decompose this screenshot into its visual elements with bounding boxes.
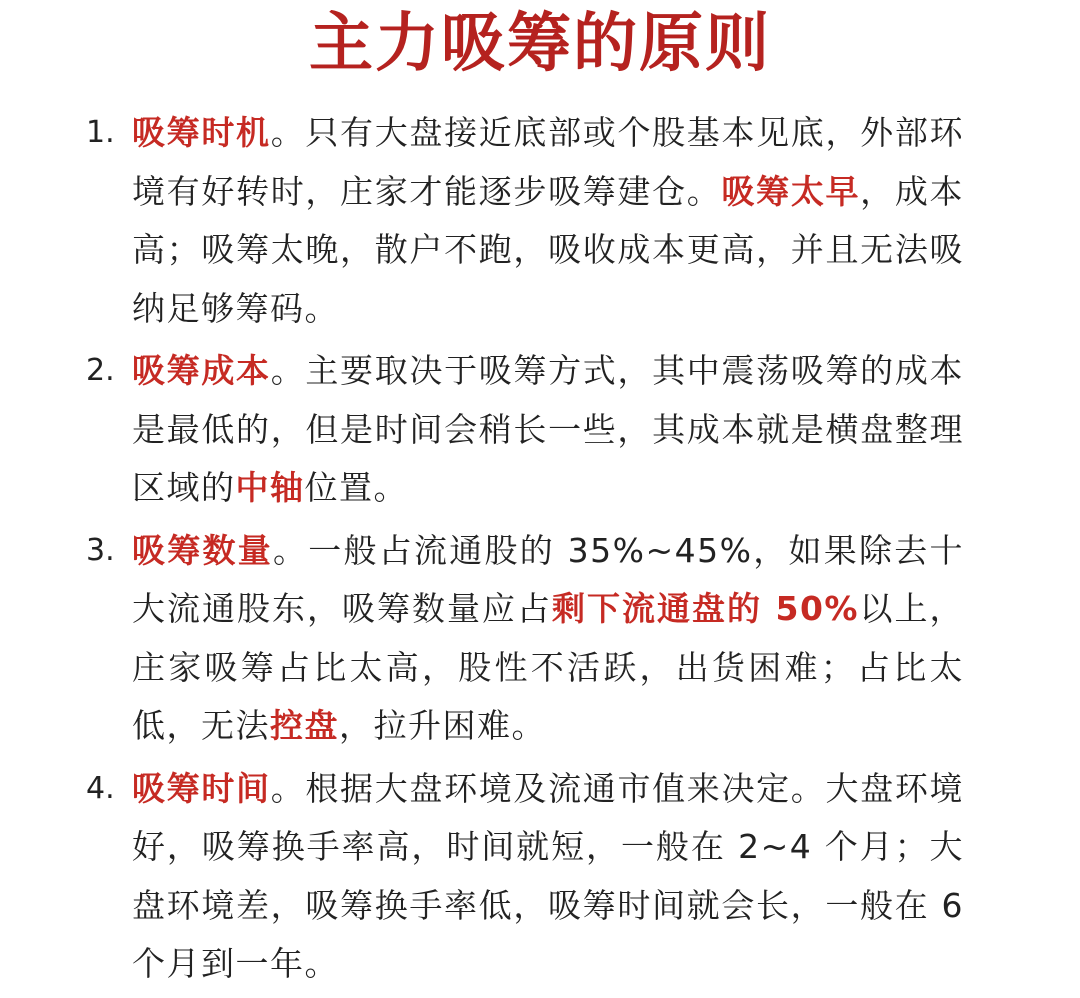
item-number: 2.: [86, 353, 115, 388]
highlight-term: 吸筹成本: [132, 351, 271, 390]
body-text: ，成本高；吸筹太晚，散户不跑，吸收成本更高，并且无法吸纳足够筹码。: [132, 171, 965, 328]
page-title: 主力吸筹的原则: [309, 7, 771, 81]
item-text: [132, 342, 964, 518]
body-text: 。根据大盘环境及流通市值来决定。大盘环境好，吸筹换手率高，时间就短，一般在 2~4 个月；大盘环境差，吸筹换手率低，吸筹时间就会长，一般在 6 个月到一年。: [132, 768, 965, 983]
body-text: 以上，庄家吸筹占比太高，股性不活跃，出货困难；占比太低，无法: [132, 589, 965, 745]
body-text: 。只有大盘接近底部或个股基本见底，外部环境有好转时，庄家才能逐步吸筹建仓。: [132, 113, 965, 211]
principles-list: [0, 104, 1080, 998]
item-text: [132, 104, 964, 338]
highlight-term: 吸筹太早: [721, 171, 861, 211]
item-text: [132, 760, 964, 994]
item-number: 4.: [86, 770, 115, 806]
highlight-term: 吸筹时机: [132, 113, 271, 152]
highlight-term: 中轴: [235, 468, 305, 507]
item-text: [132, 522, 964, 756]
list-item: [0, 760, 1080, 994]
item-number: 3.: [86, 532, 115, 568]
item-number: 1.: [86, 115, 115, 150]
list-item: [0, 104, 1080, 338]
body-text: 。一般占流通股的 35%~45%，如果除去十大流通股东，吸筹数量应占: [132, 530, 964, 628]
body-text: 位置。: [304, 468, 408, 507]
highlight-term: 吸筹时间: [132, 768, 271, 808]
body-text: ，拉升困难。: [339, 706, 546, 745]
body-text: 。主要取决于吸筹方式，其中震荡吸筹的成本是最低的，但是时间会稍长一些，其成本就是横盘整理区域的: [132, 351, 965, 507]
highlight-term: 剩下流通盘的 50%: [552, 589, 859, 628]
list-item: [0, 522, 1080, 756]
list-item: [0, 342, 1080, 518]
highlight-term: 吸筹数量: [132, 530, 273, 570]
highlight-term: 控盘: [270, 706, 339, 745]
